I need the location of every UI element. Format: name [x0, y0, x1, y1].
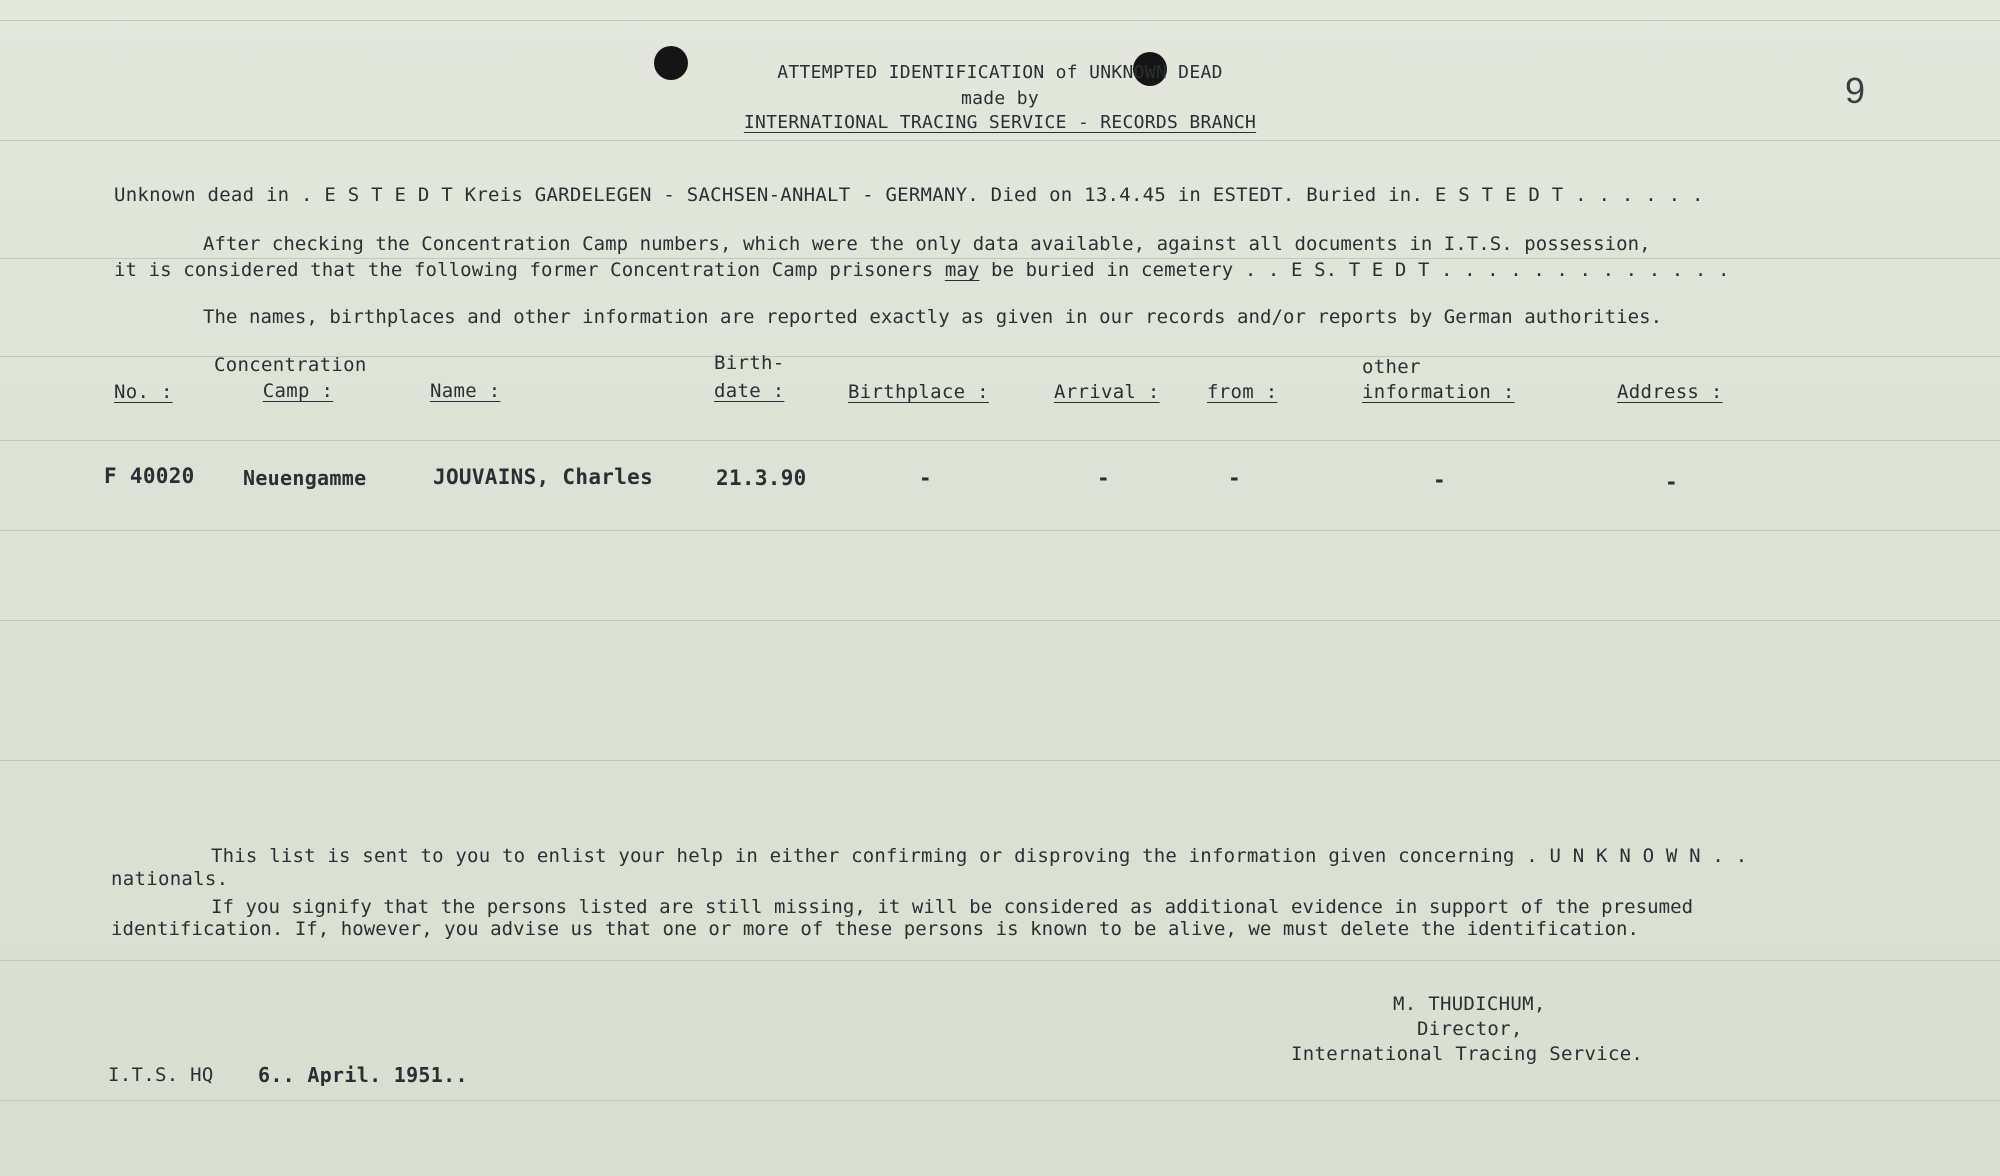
closing-p1-line2: nationals. [111, 868, 229, 890]
closing-p2-line2: identification. If, however, you advise us that one or more of these persons is known to be alive, we must delete the identification. [111, 918, 1640, 940]
row-no: F 40020 [104, 464, 195, 488]
closing-p1-line1: This list is sent to you to enlist your help in either confirming or disproving the information given concerning . U N K N O W N . . [211, 845, 1748, 867]
may-emphasis: may [944, 259, 980, 281]
page-number: 9 [1845, 70, 1866, 111]
col-header-camp-top: Concentration [214, 354, 367, 376]
row-birthplace: - [919, 466, 932, 490]
header-branch-text: INTERNATIONAL TRACING SERVICE - RECORDS BRANCH [743, 112, 1257, 133]
paper-rule [0, 620, 2000, 621]
signature-name: M. THUDICHUM, [1393, 993, 1546, 1015]
header-branch [0, 112, 2000, 133]
row-address: - [1665, 470, 1678, 494]
paper-rule [0, 140, 2000, 141]
col-header-no: No. : [114, 381, 173, 403]
paper-rule [0, 760, 2000, 761]
col-header-birthdate: date : [714, 380, 785, 402]
header-title: ATTEMPTED IDENTIFICATION of UNKNOWN DEAD [777, 62, 1223, 83]
signature-org: International Tracing Service. [1291, 1043, 1644, 1065]
col-header-other-top: other [1362, 356, 1421, 378]
checking-line-2-pre: it is considered that the following former Concentration Camp prisoners [114, 259, 934, 281]
col-header-birthplace: Birthplace : [848, 381, 989, 403]
footer-date: 6.. April. 1951.. [258, 1063, 468, 1087]
col-header-arrival: Arrival : [1054, 381, 1160, 403]
row-birthdate: 21.3.90 [716, 466, 807, 490]
row-arrival: - [1097, 466, 1110, 490]
closing-p2-line1: If you signify that the persons listed are still missing, it will be considered as additional evidence in support of the presumed [211, 896, 1694, 918]
paper-rule [0, 530, 2000, 531]
col-header-name: Name : [430, 380, 501, 402]
checking-line-2 [114, 259, 1730, 281]
paper-rule [0, 1100, 2000, 1101]
col-header-address: Address : [1617, 381, 1723, 403]
col-header-camp: Camp : [262, 380, 334, 402]
unknown-dead-line: Unknown dead in . E S T E D T Kreis GARDELEGEN - SACHSEN-ANHALT - GERMANY. Died on 13.4.45 in ESTEDT. Buried in. E S T E D T . . . . . . [114, 184, 1704, 206]
col-header-other: information : [1362, 381, 1515, 403]
row-other: - [1433, 468, 1446, 492]
col-header-birthdate-top: Birth- [714, 352, 785, 374]
names-note: The names, birthplaces and other information are reported exactly as given in our records and/or reports by German authorities. [203, 306, 1663, 328]
signature-title: Director, [1417, 1018, 1523, 1040]
row-from: - [1228, 466, 1241, 490]
col-header-from: from : [1207, 381, 1278, 403]
checking-line-1: After checking the Concentration Camp numbers, which were the only data available, against all documents in I.T.S. possession, [203, 233, 1651, 255]
paper-rule [0, 960, 2000, 961]
checking-line-2-post: be buried in cemetery . . E S. T E D T . . . . . . . . . . . . . [991, 259, 1730, 281]
paper-rule [0, 20, 2000, 21]
row-name: JOUVAINS, Charles [433, 465, 654, 489]
footer-label: I.T.S. HQ [108, 1064, 214, 1086]
paper-rule [0, 440, 2000, 441]
row-camp: Neuengamme [243, 466, 367, 490]
header-made-by: made by [961, 88, 1039, 109]
